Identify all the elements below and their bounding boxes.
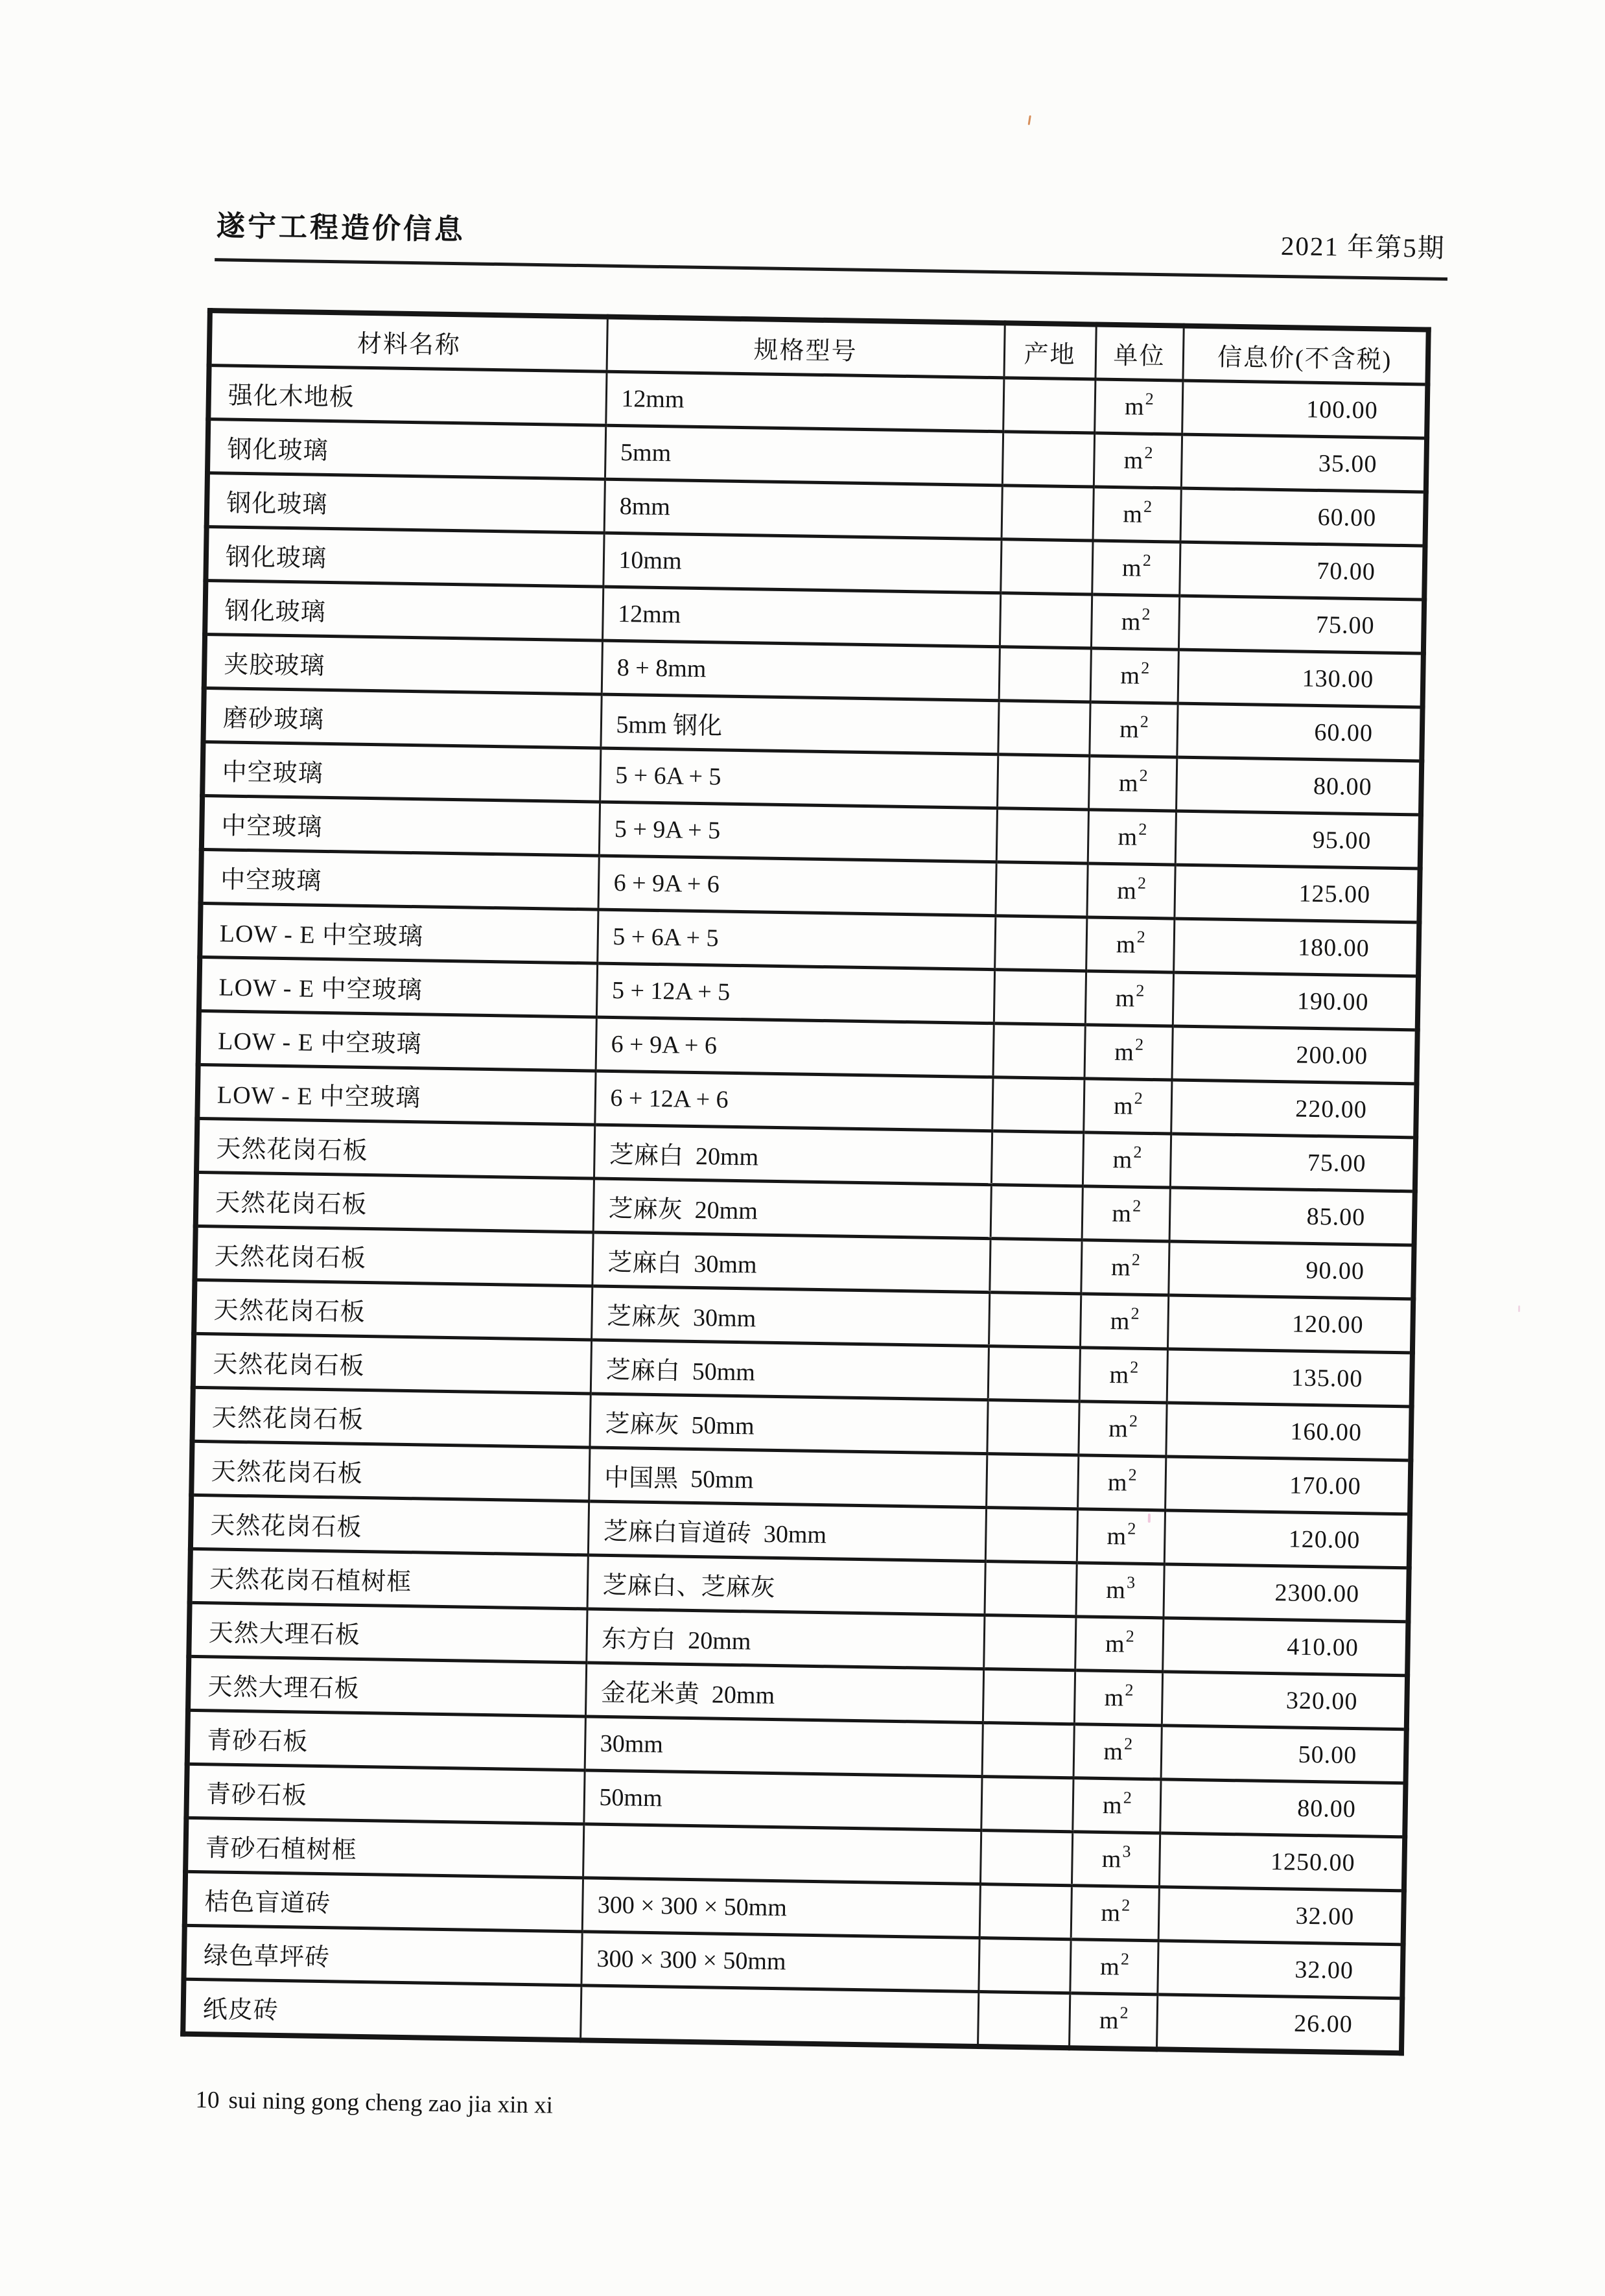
unit-cell: $m^2$ xyxy=(1084,1025,1172,1080)
price-cell: 180.00 xyxy=(1173,919,1419,976)
spec-cell: 50mm xyxy=(583,1770,981,1831)
material-name-cell: 天然花岗石板 xyxy=(193,1387,591,1447)
origin-cell xyxy=(985,1508,1077,1563)
price-cell: 60.00 xyxy=(1177,703,1422,761)
spec-cell: 芝麻白 50mm xyxy=(591,1340,989,1400)
spec-cell: 300 × 300 × 50mm xyxy=(582,1878,980,1938)
spec-cell: 芝麻白盲道砖 30mm xyxy=(588,1501,986,1562)
spec-cell: 12mm xyxy=(605,371,1003,432)
material-name-cell: 钢化玻璃 xyxy=(205,581,603,641)
unit-cell: $m^2$ xyxy=(1078,1401,1166,1457)
price-cell: 125.00 xyxy=(1174,865,1420,922)
scan-artifact xyxy=(1518,1306,1520,1312)
spec-cell: 芝麻白 20mm xyxy=(594,1125,992,1185)
material-name-cell: 桔色盲道砖 xyxy=(185,1871,583,1932)
unit-cell: $m^2$ xyxy=(1094,379,1182,434)
spec-cell: 芝麻白 30mm xyxy=(592,1232,990,1293)
unit-cell: $m^2$ xyxy=(1082,1186,1170,1241)
header-divider xyxy=(215,258,1447,281)
price-cell: 160.00 xyxy=(1166,1403,1411,1460)
column-header-spec: 规格型号 xyxy=(607,317,1005,378)
spec-cell: 5 + 6A + 5 xyxy=(600,748,998,808)
origin-cell xyxy=(1003,378,1095,433)
origin-cell xyxy=(979,1884,1072,1939)
origin-cell xyxy=(1000,593,1092,648)
material-name-cell: 天然花岗石板 xyxy=(194,1280,592,1340)
spec-cell: 6 + 9A + 6 xyxy=(598,856,996,916)
origin-cell xyxy=(997,755,1089,810)
material-name-cell: 青砂石植树框 xyxy=(185,1818,583,1878)
price-cell: 70.00 xyxy=(1179,542,1425,600)
material-name-cell: 天然花岗石植树框 xyxy=(190,1549,588,1609)
spec-cell: 芝麻灰 30mm xyxy=(591,1286,989,1346)
scan-artifact xyxy=(1148,1514,1151,1523)
material-name-cell: 钢化玻璃 xyxy=(205,527,603,587)
material-name-cell: 钢化玻璃 xyxy=(207,419,605,480)
unit-cell: $m^2$ xyxy=(1091,594,1179,650)
price-cell: 120.00 xyxy=(1164,1510,1410,1568)
unit-cell: $m^2$ xyxy=(1071,1886,1159,1941)
price-cell: 32.00 xyxy=(1157,1941,1403,1998)
origin-cell xyxy=(978,1992,1070,2048)
spec-cell: 6 + 9A + 6 xyxy=(596,1017,994,1077)
spec-cell: 东方白 20mm xyxy=(586,1609,984,1669)
material-name-cell: LOW - E 中空玻璃 xyxy=(200,903,598,963)
price-cell: 220.00 xyxy=(1171,1080,1416,1138)
unit-cell: $m^2$ xyxy=(1088,810,1176,865)
origin-cell xyxy=(986,1454,1078,1509)
material-name-cell: 天然花岗石板 xyxy=(191,1441,589,1501)
spec-cell: 5mm 钢化 xyxy=(600,694,998,755)
price-cell: 50.00 xyxy=(1161,1726,1407,1783)
unit-cell: $m^2$ xyxy=(1075,1617,1163,1672)
origin-cell xyxy=(984,1562,1076,1617)
spec-cell: 芝麻灰 20mm xyxy=(593,1178,991,1239)
unit-cell: $m^2$ xyxy=(1080,1294,1168,1349)
price-cell: 170.00 xyxy=(1165,1457,1411,1514)
footer-pinyin: sui ning gong cheng zao jia xin xi xyxy=(228,2087,554,2119)
column-header-price: 信息价(不含税) xyxy=(1182,326,1428,384)
material-name-cell: 天然大理石板 xyxy=(188,1656,586,1716)
price-cell: 120.00 xyxy=(1167,1295,1413,1353)
page-title: 遂宁工程造价信息 xyxy=(216,210,466,246)
material-name-cell: 钢化玻璃 xyxy=(207,473,605,533)
unit-cell: $m^2$ xyxy=(1094,433,1182,488)
price-table-body xyxy=(183,366,1427,2054)
unit-cell: $m^2$ xyxy=(1092,541,1180,596)
column-header-material-name: 材料名称 xyxy=(209,310,607,371)
unit-cell: $m^2$ xyxy=(1083,1079,1171,1134)
issue-label: 2021 年第5期 xyxy=(1280,231,1446,263)
price-cell: 2300.00 xyxy=(1163,1564,1409,1622)
origin-cell xyxy=(993,1024,1085,1079)
unit-cell: $m^2$ xyxy=(1079,1348,1167,1403)
unit-cell: $m^2$ xyxy=(1069,1993,1157,2050)
footer-page-number: 10 xyxy=(195,2087,220,2114)
unit-cell: $m^2$ xyxy=(1088,756,1177,811)
origin-cell xyxy=(989,1293,1081,1348)
unit-cell: $m^2$ xyxy=(1093,487,1181,542)
price-cell: 320.00 xyxy=(1162,1672,1407,1729)
origin-cell xyxy=(978,1938,1070,1993)
price-cell: 100.00 xyxy=(1182,381,1427,438)
material-price-table xyxy=(180,308,1431,2056)
material-name-cell: LOW - E 中空玻璃 xyxy=(197,1064,595,1125)
price-cell: 35.00 xyxy=(1181,434,1427,492)
origin-cell xyxy=(1002,432,1094,487)
unit-cell: $m^2$ xyxy=(1077,1455,1166,1510)
spec-cell: 8mm xyxy=(604,479,1002,539)
material-name-cell: 青砂石板 xyxy=(187,1710,585,1770)
price-cell: 32.00 xyxy=(1158,1887,1404,1945)
spec-cell: 中国黑 50mm xyxy=(589,1447,987,1508)
unit-cell: $m^2$ xyxy=(1070,1939,1158,1995)
price-cell: 75.00 xyxy=(1178,596,1424,653)
origin-cell xyxy=(1000,539,1092,594)
unit-cell: $m^3$ xyxy=(1072,1832,1160,1887)
origin-cell xyxy=(981,1777,1073,1832)
unit-cell: $m^2$ xyxy=(1086,863,1175,919)
material-name-cell: 天然花岗石板 xyxy=(196,1172,594,1232)
origin-cell xyxy=(1002,486,1094,541)
origin-cell xyxy=(994,970,1086,1025)
unit-cell: $m^2$ xyxy=(1086,917,1174,972)
material-name-cell: 天然花岗石板 xyxy=(193,1333,591,1394)
spec-cell: 12mm xyxy=(602,587,1000,647)
spec-cell: 芝麻灰 50mm xyxy=(589,1394,987,1454)
unit-cell: $m^2$ xyxy=(1089,702,1177,757)
material-name-cell: 磨砂玻璃 xyxy=(203,688,601,748)
price-cell: 80.00 xyxy=(1160,1779,1405,1837)
origin-cell xyxy=(989,1239,1081,1294)
origin-cell xyxy=(992,1077,1084,1132)
material-name-cell: 纸皮砖 xyxy=(183,1979,581,2040)
price-cell: 95.00 xyxy=(1175,811,1421,869)
material-name-cell: 天然大理石板 xyxy=(189,1602,587,1663)
spec-cell: 10mm xyxy=(603,533,1001,593)
spec-cell: 芝麻白、芝麻灰 xyxy=(587,1555,985,1615)
unit-cell: $m^2$ xyxy=(1081,1240,1169,1295)
spec-cell: 金花米黄 20mm xyxy=(585,1663,983,1723)
origin-cell xyxy=(990,1185,1083,1240)
price-cell: 200.00 xyxy=(1171,1026,1417,1084)
spec-cell xyxy=(580,1986,978,2046)
spec-cell: 6 + 12A + 6 xyxy=(594,1071,992,1131)
origin-cell xyxy=(995,862,1087,917)
price-cell: 85.00 xyxy=(1169,1188,1415,1245)
spec-cell: 5 + 12A + 5 xyxy=(596,963,994,1024)
price-cell: 410.00 xyxy=(1162,1618,1408,1676)
spec-cell: 5 + 9A + 5 xyxy=(599,802,997,862)
page-footer xyxy=(195,2086,553,2120)
material-name-cell: LOW - E 中空玻璃 xyxy=(198,1011,596,1071)
spec-cell: 5mm xyxy=(605,425,1003,486)
price-cell: 130.00 xyxy=(1178,650,1423,707)
material-name-cell: 绿色草坪砖 xyxy=(183,1925,581,1986)
price-cell: 190.00 xyxy=(1173,972,1418,1030)
material-name-cell: 天然花岗石板 xyxy=(194,1226,592,1286)
material-name-cell: 夹胶玻璃 xyxy=(204,635,602,695)
origin-cell xyxy=(996,808,1088,863)
price-cell: 135.00 xyxy=(1167,1349,1412,1407)
material-name-cell: 青砂石板 xyxy=(186,1764,584,1824)
material-name-cell: 中空玻璃 xyxy=(202,795,600,856)
unit-cell: $m^2$ xyxy=(1072,1778,1160,1833)
spec-cell: 30mm xyxy=(585,1716,983,1777)
unit-cell: $m^2$ xyxy=(1085,971,1173,1026)
unit-cell: $m^2$ xyxy=(1083,1132,1171,1188)
price-cell: 60.00 xyxy=(1180,488,1426,546)
unit-cell: $m^2$ xyxy=(1073,1724,1162,1779)
material-name-cell: 天然花岗石板 xyxy=(191,1495,589,1555)
material-name-cell: 中空玻璃 xyxy=(201,849,599,909)
material-name-cell: LOW - E 中空玻璃 xyxy=(199,957,597,1017)
origin-cell xyxy=(994,916,1086,971)
price-cell: 90.00 xyxy=(1168,1241,1414,1299)
origin-cell xyxy=(982,1723,1074,1778)
origin-cell xyxy=(983,1615,1075,1670)
column-header-unit: 单位 xyxy=(1095,325,1183,381)
material-name-cell: 天然花岗石板 xyxy=(196,1118,594,1178)
origin-cell xyxy=(987,1400,1079,1455)
origin-cell xyxy=(980,1831,1072,1886)
spec-cell: 300 × 300 × 50mm xyxy=(581,1932,979,1992)
origin-cell xyxy=(999,647,1091,702)
unit-cell: $m^2$ xyxy=(1077,1509,1165,1564)
price-cell: 1250.00 xyxy=(1159,1833,1405,1891)
spec-cell: 5 + 6A + 5 xyxy=(597,909,995,970)
material-name-cell: 中空玻璃 xyxy=(202,742,600,802)
price-cell: 75.00 xyxy=(1170,1134,1416,1191)
unit-cell: $m^3$ xyxy=(1075,1563,1164,1618)
origin-cell xyxy=(991,1131,1083,1186)
column-header-origin: 产地 xyxy=(1003,323,1095,379)
origin-cell xyxy=(998,701,1090,756)
scan-artifact xyxy=(1028,115,1031,125)
material-name-cell: 强化木地板 xyxy=(208,366,606,426)
origin-cell xyxy=(988,1346,1080,1401)
unit-cell: $m^2$ xyxy=(1074,1670,1162,1726)
origin-cell xyxy=(983,1669,1075,1724)
spec-cell: 8 + 8mm xyxy=(602,640,1000,701)
price-cell: 80.00 xyxy=(1176,757,1422,815)
spec-cell xyxy=(583,1824,981,1884)
unit-cell: $m^2$ xyxy=(1090,648,1178,703)
price-cell: 26.00 xyxy=(1156,1995,1402,2053)
